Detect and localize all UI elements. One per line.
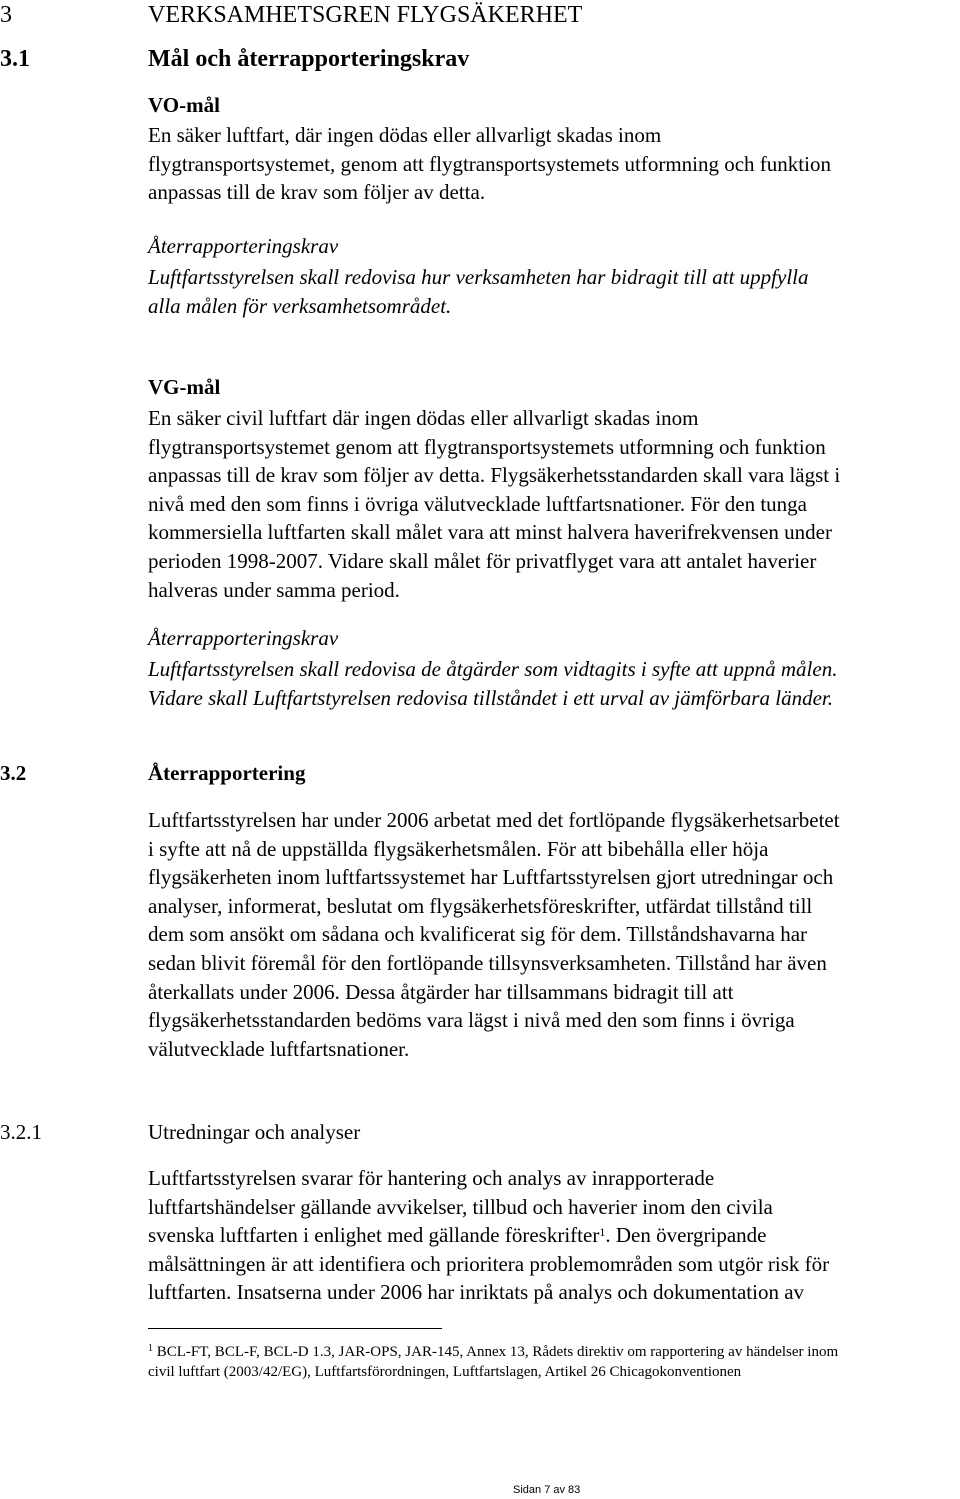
text-line: i syfte att nå de uppställda flygsäkerhetsmålen. För att bibehålla eller höja	[148, 836, 769, 861]
heading-32-title: Återrapportering	[148, 761, 306, 785]
text-line: flygsäkerheten inom luftfartssystemet har Luftfartsstyrelsen gjort utredningar och	[148, 865, 834, 890]
text-line: flygtransportsystemet genom att flygtransportsystemets utformning och funktion	[148, 434, 826, 459]
text-line	[148, 1221, 960, 1250]
text-line: Vidare skall Luftfartstyrelsen redovisa tillståndet i ett urval av jämförbara länder.	[148, 685, 833, 710]
text-line: dem som ansökt om sådana och kvalificerat sig för dem. Tillståndshavarna har	[148, 922, 808, 947]
text-line: anpassas till de krav som följer av detta. Flygsäkerhetsstandarden skall vara lägst i	[148, 463, 841, 488]
footnote-line	[148, 1342, 960, 1362]
text-line: sedan blivit föremål för den fortlöpande tillsynsverksamheten. Tillstånd har även	[148, 950, 827, 975]
text-line: välutvecklade luftfartsnationer.	[148, 1036, 410, 1061]
text-line: flygsäkerhetsstandarden bedöms vara lägst i nivå med den som finns i övriga	[148, 1008, 795, 1033]
text-line: analyser, informerat, beslutat om flygsäkerhetsföreskrifter, utfärdat tillstånd till	[148, 893, 813, 918]
heading-2-number: 3.1	[0, 46, 30, 72]
footnote-line: civil luftfart (2003/42/EG), Luftfartsförordningen, Luftfartslagen, Artikel 26 Chicagokonventionen	[148, 1364, 742, 1380]
vg-paragraph	[148, 404, 960, 604]
text-fragment: . Den övergripande	[605, 1223, 767, 1248]
section-321-paragraph	[148, 1164, 960, 1307]
text-line: flygtransportsystemet, genom att flygtransportsystemets utformning och funktion	[148, 151, 831, 176]
vo-report-paragraph	[148, 263, 960, 320]
text-fragment: svenska luftfarten i enlighet med gällande föreskrifter	[148, 1223, 600, 1248]
heading-32-number: 3.2	[0, 761, 27, 785]
vo-paragraph	[148, 121, 960, 207]
text-line: målsättningen är att identifiera och prioritera problemområden som utgör risk för	[148, 1251, 830, 1276]
text-line: Luftfartsstyrelsen skall redovisa hur verksamheten har bidragit till att uppfylla	[148, 265, 809, 289]
vo-label: VO-mål	[148, 93, 220, 117]
section-32-paragraph	[148, 806, 960, 1063]
text-line: halveras under samma period.	[148, 577, 400, 602]
text-line: En säker luftfart, där ingen dödas eller allvarligt skadas inom	[148, 123, 662, 147]
footnote-marker: 1	[148, 1343, 153, 1354]
vg-report-paragraph	[148, 655, 960, 712]
page-number: Sidan 7 av 83	[513, 1484, 581, 1496]
text-line: kommersiella luftfarten skall målet vara att minst halvera haverifrekvensen under	[148, 520, 832, 545]
heading-2-title: Mål och återrapporteringskrav	[148, 46, 470, 72]
heading-321-title: Utredningar och analyser	[148, 1120, 361, 1144]
text-line: Luftfartsstyrelsen svarar för hantering och analys av inrapporterade	[148, 1166, 715, 1190]
vg-report-label: Återrapporteringskrav	[148, 626, 339, 650]
footnote-reference[interactable]: 1	[599, 1225, 606, 1240]
heading-1-title: VERKSAMHETSGREN FLYGSÄKERHET	[148, 2, 583, 28]
footnote-separator	[148, 1328, 442, 1329]
text-line: återkallats under 2006. Dessa åtgärder har tillsammans bidragit till att	[148, 979, 734, 1004]
vg-label: VG-mål	[148, 375, 221, 399]
footnote	[148, 1342, 960, 1382]
footnote-text: BCL-FT, BCL-F, BCL-D 1.3, JAR-OPS, JAR-145, Annex 13, Rådets direktiv om rapportering av händelser inom	[153, 1344, 839, 1360]
text-line: alla målen för verksamhetsområdet.	[148, 293, 452, 318]
text-line: luftfarten. Insatserna under 2006 har inriktats på analys och dokumentation av	[148, 1280, 805, 1305]
text-line: anpassas till de krav som följer av detta.	[148, 180, 486, 205]
text-line: nivå med den som finns i övriga välutvecklade luftfartsnationer. För den tunga	[148, 491, 807, 516]
heading-321-number: 3.2.1	[0, 1120, 42, 1144]
text-line: En säker civil luftfart där ingen dödas eller allvarligt skadas inom	[148, 406, 699, 430]
text-line: perioden 1998-2007. Vidare skall målet för privatflyget vara att antalet haverier	[148, 548, 817, 573]
text-line: Luftfartsstyrelsen har under 2006 arbetat med det fortlöpande flygsäkerhetsarbetet	[148, 808, 840, 832]
text-line: luftfartshändelser gällande avvikelser, tillbud och haverier inom den civila	[148, 1194, 773, 1219]
text-line: Luftfartsstyrelsen skall redovisa de åtgärder som vidtagits i syfte att uppnå målen.	[148, 657, 838, 681]
heading-1-number: 3	[0, 2, 12, 28]
vo-report-label: Återrapporteringskrav	[148, 234, 339, 258]
